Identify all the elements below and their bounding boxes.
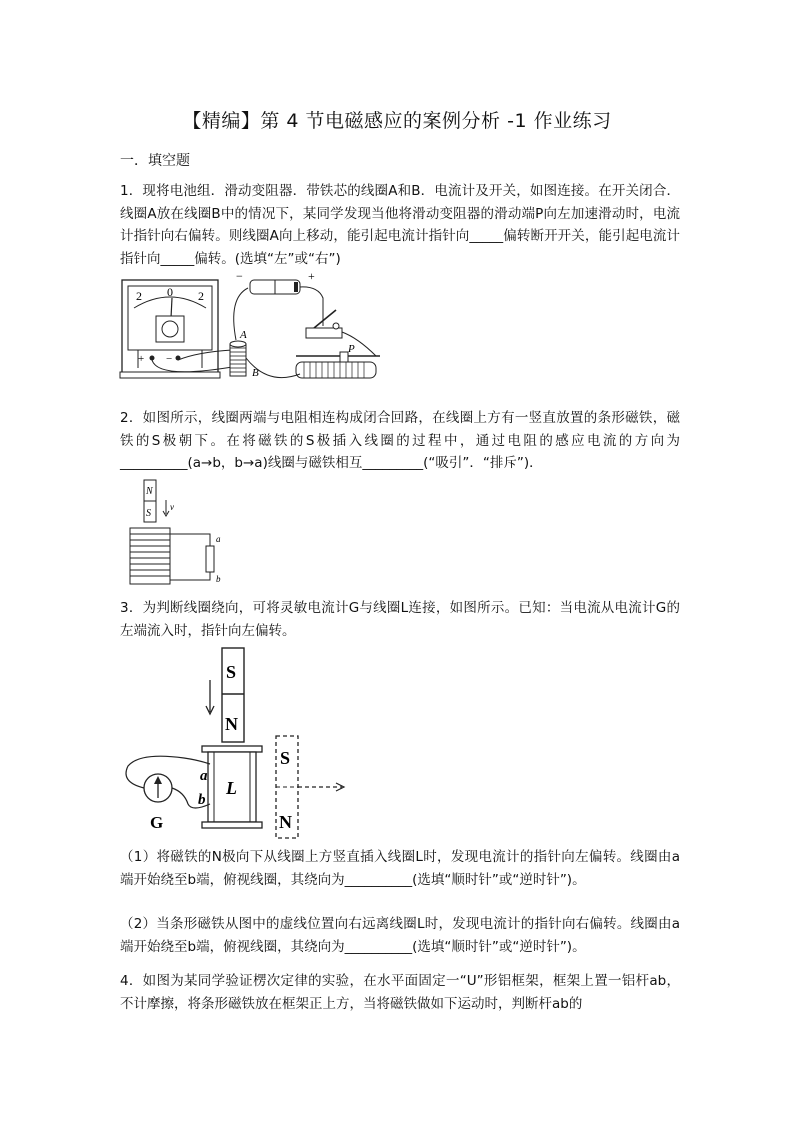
resistor [206,546,214,572]
section-heading: 一．填空题 [120,153,190,169]
battery-minus-label: − [236,269,243,283]
dashed-magnet-s-label: S [280,748,291,768]
coil-b-label: B [252,367,259,379]
terminal-a-label: a [200,768,208,784]
galvanometer-coil-figure [118,642,358,842]
magnet-coil-figure [124,478,234,588]
scale-mid-label: 0 [167,285,173,299]
dashed-magnet-n-label: N [279,812,292,832]
coil-a-label: A [240,329,247,341]
galvanometer-g-label: G [150,813,164,832]
magnet-n-label: N [225,714,238,734]
question-3-part-1: （1）将磁铁的N极向下从线圈上方竖直插入线圈L时，发现电流计的指针向左偏转。线圈由a端开始绕至b端，俯视线圈，其绕向为__________(选填“顺时针”或“逆时针”)。 [120,849,680,888]
circuit-figure [118,268,398,393]
magnet-n-label: N [146,486,153,497]
scale-left-label: 2 [136,289,142,303]
switch [306,328,342,338]
magnet-s-label: S [146,508,151,519]
question-1-text: 1．现将电池组．滑动变阻器．带铁芯的线圈A和B．电流计及开关，如图连接。在开关闭合．线圈A放在线圈B中的情况下，某同学发现当他将滑动变阻器的滑动端P向左加速滑动时，电流计指针向右偏转。则线圈A向上移动，能引起电流计指针向_____偏转断开开关，能引起电流计指针向_____偏转。(选填“左”或“右”) [120,183,680,267]
question-4-text: 4．如图为某同学验证楞次定律的实验，在水平面固定一“U”形铝框架，框架上置一铝杆ab，不计摩擦，将条形磁铁放在框架正上方，当将磁铁做如下运动时，判断杆ab的 [120,973,680,1012]
terminal-a-label: a [216,534,221,544]
battery-plus-label: + [308,269,315,283]
question-2-text: 2．如图所示，线圈两端与电阻相连构成闭合回路，在线圈上方有一竖直放置的条形磁铁，磁铁的S极朝下。在将磁铁的S极插入线圈的过程中，通过电阻的感应电流的方向为__________(a→b，b→a)线圈与磁铁相互_________(“吸引”．“排斥”)． [120,410,680,471]
terminal-plus-label: + [138,353,145,365]
terminal-minus-label: − [166,353,173,365]
slider-p-label: P [348,343,355,355]
velocity-label: v [170,502,174,512]
terminal-b-label: b [216,574,221,584]
coil-l-label: L [226,778,237,798]
question-3-text: 3．为判断线圈绕向，可将灵敏电流计G与线圈L连接，如图所示。已知：当电流从电流计G的左端流入时，指针向左偏转。 [120,600,680,639]
page-title: 【精编】第 4 节电磁感应的案例分析 -1 作业练习 [182,110,612,132]
scale-right-label: 2 [198,289,204,303]
terminal-b-label: b [198,792,206,808]
magnet-s-label: S [226,662,237,682]
question-3-part-2: （2）当条形磁铁从图中的虚线位置向右远离线圈L时，发现电流计的指针向右偏转。线圈由a端开始绕至b端，俯视线圈，其绕向为__________(选填“顺时针”或“逆时针”)。 [120,916,680,955]
